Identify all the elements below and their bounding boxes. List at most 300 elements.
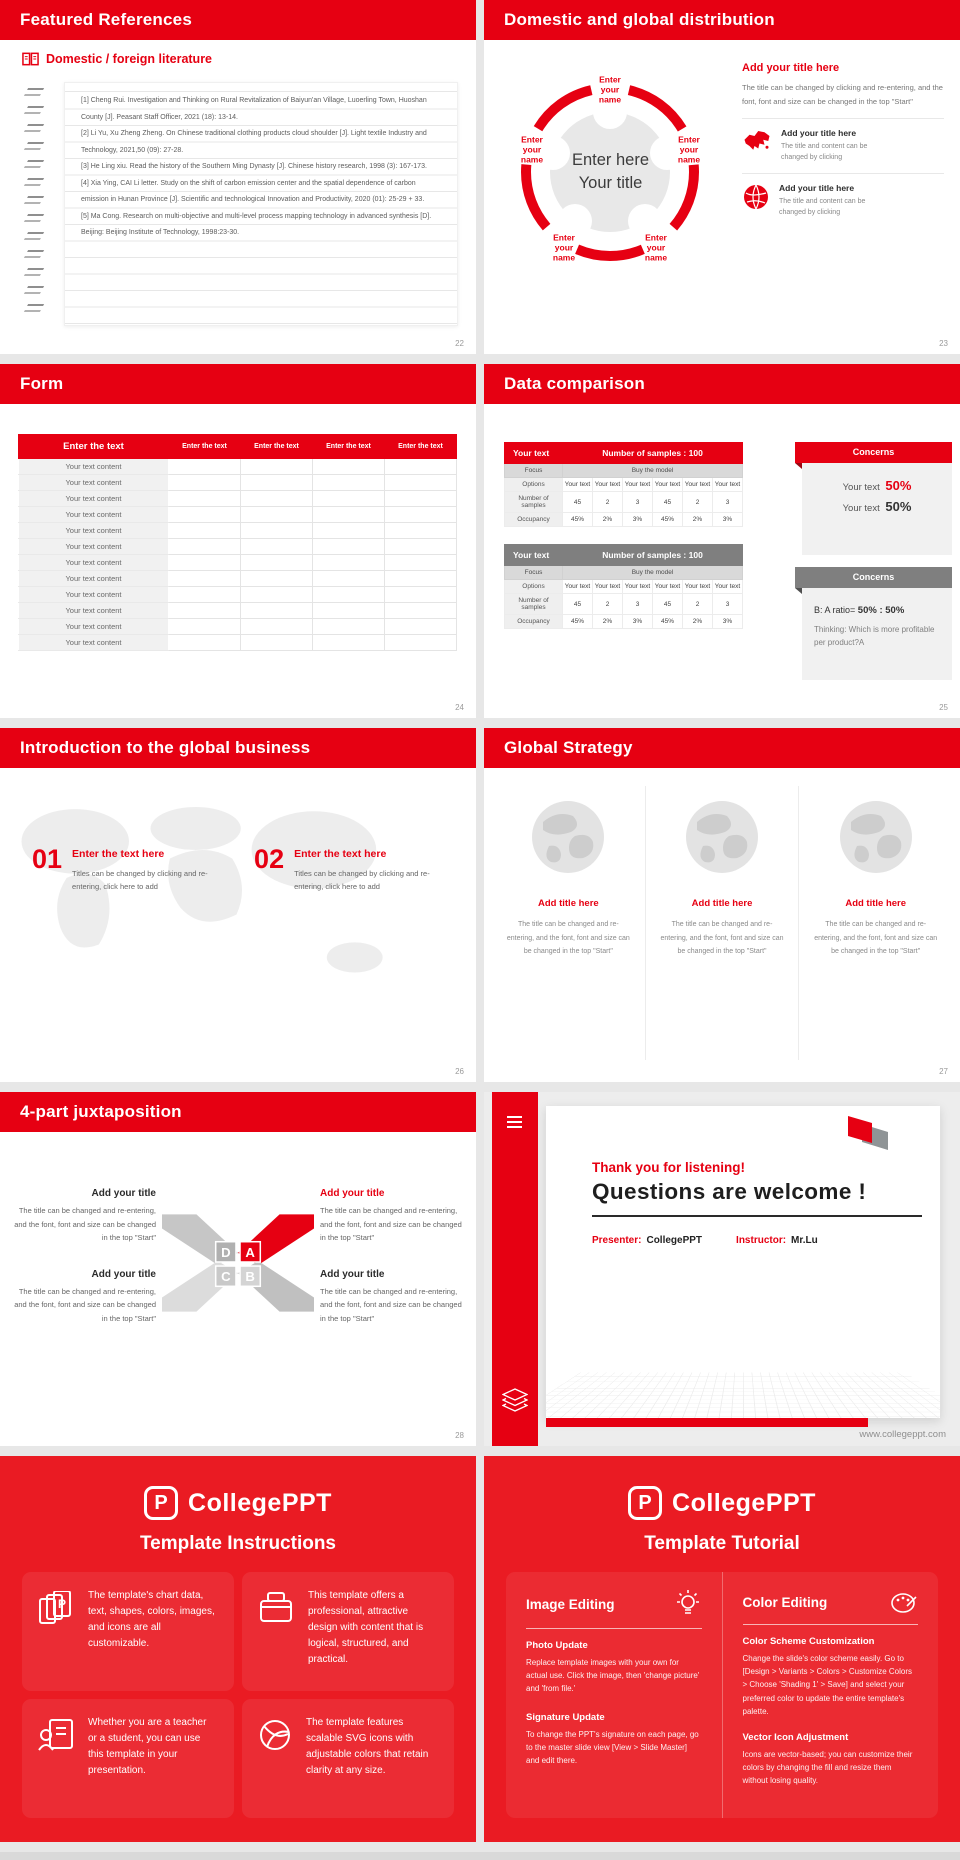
slide-title: Data comparison (484, 364, 960, 404)
slide-title: 4-part juxtaposition (0, 1092, 476, 1132)
logo-part1: College (188, 1488, 282, 1517)
empty-cell (385, 475, 457, 491)
item-number: 02 (254, 844, 285, 874)
diagram-node-bottom-left: Enter your name (552, 232, 576, 264)
empty-cell (169, 523, 241, 539)
empty-cell (169, 491, 241, 507)
empty-cell (313, 459, 385, 475)
distribution-right-column (742, 62, 944, 219)
slide-title: Domestic and global distribution (484, 0, 960, 40)
row-label-cell: Options (505, 478, 563, 492)
red-accent-strip (546, 1418, 868, 1427)
binder-clip-icon (24, 286, 44, 294)
reference-item: [5] Ma Cong. Research on multi-objective and multi-level process mapping technology in advanced synthesis [D]. Beijing: Beijing Institute of Technology, 1998:23-30. (81, 212, 432, 236)
instructor-label: Instructor: (736, 1235, 787, 1246)
concern-value: 50% (885, 478, 912, 493)
value-cell: 45% (563, 513, 593, 527)
divider (743, 1624, 919, 1625)
juxtaposition-layout (14, 1174, 462, 1325)
section-title: Color Editing (742, 1594, 828, 1610)
row-label-cell: Occupancy (505, 513, 563, 527)
x-ribbon-graphic (162, 1214, 314, 1312)
item-heading: Enter the text here (294, 848, 387, 860)
focus-value-cell: Buy the model (563, 464, 743, 478)
table-row (19, 571, 457, 587)
page-number: 24 (455, 703, 464, 712)
item-title: Add your title here (779, 182, 855, 193)
value-cell: 2% (593, 513, 623, 527)
empty-cell (169, 459, 241, 475)
value-cell: 3% (713, 615, 743, 629)
empty-cell (169, 475, 241, 491)
tutorial-card (506, 1572, 938, 1818)
empty-cell (385, 523, 457, 539)
binder-clip-icon (24, 214, 44, 222)
value-cell: Your text (683, 580, 713, 594)
focus-value-cell: Buy the model (563, 566, 743, 580)
red-sidebar (492, 1092, 538, 1446)
questions-line: Questions are welcome ! (592, 1179, 867, 1204)
thank-you-card (546, 1106, 940, 1418)
block-body: The title can be changed and re-entering, and the font, font and size can be changed in the top "Start" (320, 1206, 462, 1242)
globe-graphic (683, 798, 761, 876)
sub-body: Replace template images with your own for actual use. Click the image, then 'change picture' and 'from file.' (526, 1658, 700, 1694)
value-cell: 45% (653, 615, 683, 629)
value-cell: Your text (623, 478, 653, 492)
left-blocks (14, 1174, 156, 1325)
table-row (505, 580, 743, 594)
strategy-column (645, 786, 799, 1060)
right-body: The title can be changed by clicking and re-entering, and the font, font and size can be changed in the top "Start" (742, 83, 943, 106)
circle-diagram (498, 50, 723, 294)
row-label-cell: Your text content (19, 475, 169, 491)
value-cell: 3% (623, 513, 653, 527)
world-map-graphic (0, 778, 430, 1038)
reference-item: [2] Li Yu, Xu Zheng Zheng. On Chinese traditional clothing products cloud shoulder [J]. Light textile Industry and Technology, 2021,50 (09): 27-28. (81, 130, 427, 154)
block-body: The title can be changed and re-entering, and the font, font and size can be changed in the top "Start" (14, 1286, 156, 1323)
thinking-line: Thinking: Which is more profitable per product?A (814, 625, 935, 647)
comparison-tables (504, 442, 743, 646)
letter-a: A (245, 1244, 255, 1260)
value-cell: 45 (653, 594, 683, 615)
binder-clip-icon (24, 124, 44, 132)
value-cell: 2 (593, 594, 623, 615)
text-block (320, 1269, 462, 1326)
panel-heading: Template Instructions (139, 1533, 336, 1554)
slides-icon (38, 1591, 74, 1625)
slide-juxtaposition (0, 1092, 476, 1446)
value-cell: 3 (713, 594, 743, 615)
palette-icon (890, 1590, 918, 1614)
row-label-cell: Options (505, 580, 563, 594)
column-heading: Add title here (537, 898, 599, 909)
slide-form (0, 364, 476, 718)
center-line2: Your title (578, 174, 643, 192)
empty-cell (385, 507, 457, 523)
empty-cell (385, 603, 457, 619)
empty-cell (385, 491, 457, 507)
credits-line (592, 1235, 940, 1246)
sub-heading: Vector Icon Adjustment (742, 1731, 849, 1743)
table-title-cell: Your text (505, 545, 563, 566)
binder-clip-icon (24, 160, 44, 168)
slide-title: Global Strategy (484, 728, 960, 768)
logo-part2: PPT (281, 1488, 332, 1517)
section-title: Image Editing (526, 1596, 615, 1612)
instruction-card (22, 1572, 234, 1691)
card-text: Whether you are a teacher or a student, you can use this template in your presentation. (88, 1717, 207, 1776)
list-item (742, 183, 944, 219)
empty-cell (169, 619, 241, 635)
empty-cell (241, 603, 313, 619)
empty-cell (385, 459, 457, 475)
empty-cell (169, 603, 241, 619)
logo-mark-icon: P (144, 1486, 178, 1520)
instruction-cards (22, 1572, 454, 1818)
empty-cell (241, 523, 313, 539)
empty-cell (241, 539, 313, 555)
value-cell: 3% (713, 513, 743, 527)
reference-item: [3] He Ling xiu. Read the history of the Southern Ming Dynasty [J]. Chinese history research, 1998 (3): 167-173. (81, 163, 427, 170)
table-row (19, 539, 457, 555)
value-cell: 2 (683, 492, 713, 513)
empty-cell (385, 539, 457, 555)
card-text: The template features scalable SVG icons with adjustable colors that retain clarity at any size. (306, 1717, 429, 1776)
value-cell: Your text (653, 580, 683, 594)
samples-header-cell: Number of samples : 100 (563, 443, 743, 464)
binder-clip-icon (24, 250, 44, 258)
value-cell: 3% (623, 615, 653, 629)
concern-ribbon: Concerns (795, 442, 952, 463)
empty-cell (241, 507, 313, 523)
row-label-cell: Your text content (19, 571, 169, 587)
list-item-texts (781, 128, 891, 164)
row-label-cell: Number of samples (505, 492, 563, 513)
empty-cell (313, 539, 385, 555)
layers-icon (502, 1388, 528, 1412)
letter-c: C (221, 1268, 231, 1284)
table-row (19, 619, 457, 635)
binder-clip-icon (24, 106, 44, 114)
thanks-line: Thank you for listening! (592, 1160, 746, 1175)
text-block (14, 1188, 156, 1245)
numbered-item (32, 846, 224, 893)
binder-clip-icon (24, 88, 44, 96)
column-body: The title can be changed and re-entering, and the font, font and size can be changed in the top "Start" (814, 921, 938, 956)
block-heading: Add your title (91, 1268, 156, 1280)
focus-row (505, 464, 743, 478)
numbered-items (32, 846, 462, 893)
logo-wordmark (672, 1489, 816, 1518)
template-instructions-panel (0, 1456, 476, 1842)
empty-cell (241, 459, 313, 475)
page-number: 27 (939, 1067, 948, 1076)
slide-distribution (484, 0, 960, 354)
concern-line (802, 499, 952, 514)
row-label-cell: Your text content (19, 635, 169, 651)
empty-cell (313, 523, 385, 539)
diagram-node-right: Enter your name (677, 134, 701, 166)
row-label-cell: Your text content (19, 555, 169, 571)
thank-you-content (546, 1106, 940, 1246)
reference-item: [1] Cheng Rui. Investigation and Thinking on Rural Revitalization of Baiyun'an Village, Luoerling Town, Huoshan County [J]. Peasant Staff Officer, 2021 (18): 13-14. (81, 97, 427, 121)
row-label-cell: Focus (505, 464, 563, 478)
row-label-cell: Number of samples (505, 594, 563, 615)
value-cell: Your text (593, 580, 623, 594)
empty-cell (241, 587, 313, 603)
slide-title: Introduction to the global business (0, 728, 476, 768)
page-number: 23 (939, 339, 948, 348)
block-body: The title can be changed and re-entering, and the font, font and size can be changed in the top "Start" (320, 1286, 462, 1323)
sub-body: Icons are vector-based; you can customize their colors by changing the fill and resize them without losing quality. (742, 1749, 913, 1786)
item-texts (294, 846, 446, 893)
binder-clip-icon (24, 232, 44, 240)
slide-global-business (0, 728, 476, 1082)
item-body: Titles can be changed by clicking and re-entering, click here to add (72, 869, 208, 892)
menu-icon (507, 1116, 522, 1118)
table-row (19, 491, 457, 507)
presenter-label: Presenter: (592, 1235, 642, 1246)
page-number: 28 (455, 1431, 464, 1440)
letter-b: B (245, 1268, 255, 1284)
tutorial-section-color (722, 1572, 939, 1818)
sub-heading: Photo Update (526, 1640, 588, 1651)
strategy-column (492, 786, 645, 1060)
logo-wordmark (188, 1489, 332, 1518)
value-cell: 45% (563, 615, 593, 629)
ratio-value: 50% : 50% (857, 605, 905, 616)
brand-logo (0, 1486, 476, 1520)
empty-cell (241, 571, 313, 587)
binder-clips (26, 88, 42, 312)
row-label-cell: Your text content (19, 523, 169, 539)
instructor-value: Mr.Lu (791, 1235, 818, 1246)
samples-header-cell: Number of samples : 100 (563, 545, 743, 566)
numbered-item (254, 846, 446, 893)
row-label-cell: Your text content (19, 459, 169, 475)
empty-cell (313, 475, 385, 491)
china-map-icon (742, 128, 772, 154)
column-body: The title can be changed and re-entering, and the font, font and size can be changed in the top "Start" (660, 921, 784, 956)
value-cell: 2% (683, 615, 713, 629)
section-header (526, 1590, 702, 1618)
row-label-cell: Your text content (19, 491, 169, 507)
divider (742, 118, 944, 119)
svg-text:P: P (57, 1597, 67, 1611)
sub-body: Change the slide's color scheme easily. Go to [Design > Variants > Colors > Customize Colors > Choose 'Shading 1' > Save] and select your preferred color to update the entire template's palette. (742, 1654, 912, 1716)
logo-mark-icon: P (628, 1486, 662, 1520)
ratio-line (814, 605, 944, 616)
empty-cell (313, 587, 385, 603)
diagram-node-left: Enter your name (520, 134, 544, 166)
empty-cell (385, 635, 457, 651)
empty-cell (169, 539, 241, 555)
empty-cell (241, 635, 313, 651)
slide-title: Form (0, 364, 476, 404)
section-heading (22, 52, 212, 66)
column-header: Enter the text (241, 435, 313, 459)
empty-cell (313, 619, 385, 635)
binder-clip-icon (24, 196, 44, 204)
item-texts (72, 846, 224, 893)
binder-clip-icon (24, 178, 44, 186)
empty-cell (169, 587, 241, 603)
page-number: 26 (455, 1067, 464, 1076)
instruction-card (242, 1699, 454, 1818)
comparison-table (504, 544, 743, 629)
value-cell: 45 (563, 492, 593, 513)
column-heading: Add title here (845, 898, 907, 909)
page-number: 25 (939, 703, 948, 712)
column-body: The title can be changed and re-entering, and the font, font and size can be changed in the top "Start" (506, 921, 630, 956)
concern-box-red (802, 442, 952, 555)
value-cell: 45% (653, 513, 683, 527)
value-cell: Your text (713, 580, 743, 594)
list-item (742, 128, 944, 164)
strategy-column (798, 786, 952, 1060)
column-header: Enter the text (169, 435, 241, 459)
column-heading: Add title here (691, 898, 753, 909)
value-cell: Your text (653, 478, 683, 492)
item-heading: Enter the text here (72, 848, 165, 860)
column-header: Enter the text (385, 435, 457, 459)
right-title: Add your title here (742, 62, 840, 74)
divider (742, 173, 944, 174)
value-cell: 2 (683, 594, 713, 615)
strategy-columns (492, 786, 952, 1060)
teacher-icon (38, 1718, 74, 1752)
empty-cell (385, 587, 457, 603)
row-label-cell: Your text content (19, 507, 169, 523)
underline (592, 1215, 922, 1217)
sub-body: To change the PPT's signature on each page, go to the master slide view [View > Slide Master] and edit there. (526, 1729, 699, 1765)
table-row (19, 507, 457, 523)
diagram-center-text (551, 149, 671, 195)
slide-global-strategy (484, 728, 960, 1082)
instruction-card (22, 1699, 234, 1818)
table-row (19, 587, 457, 603)
website-link[interactable]: www.collegeppt.com (859, 1429, 946, 1440)
comparison-table (504, 442, 743, 527)
focus-row (505, 566, 743, 580)
block-body: The title can be changed and re-entering, and the font, font and size can be changed in the top "Start" (14, 1206, 156, 1242)
table-row (505, 492, 743, 513)
value-cell: Your text (563, 478, 593, 492)
reference-list (64, 82, 458, 326)
table-row (505, 478, 743, 492)
block-heading: Add your title (320, 1268, 385, 1280)
empty-cell (313, 491, 385, 507)
empty-cell (313, 635, 385, 651)
empty-cell (313, 555, 385, 571)
slide-featured-references (0, 0, 476, 354)
value-cell: Your text (713, 478, 743, 492)
table-header-row (505, 545, 743, 566)
table-title-cell: Your text (505, 443, 563, 464)
table-row (505, 615, 743, 629)
brand-logo (484, 1486, 960, 1520)
row-label-cell: Your text content (19, 539, 169, 555)
form-table (18, 434, 457, 651)
column-header: Enter the text (313, 435, 385, 459)
empty-cell (385, 555, 457, 571)
empty-cell (169, 555, 241, 571)
value-cell: 3 (713, 492, 743, 513)
empty-cell (169, 635, 241, 651)
globe-icon (742, 183, 770, 211)
item-body: The title and content can be changed by clicking (781, 142, 868, 162)
binder-clip-icon (24, 142, 44, 150)
value-cell: 3 (623, 492, 653, 513)
value-cell: 2 (593, 492, 623, 513)
concern-value: 50% (885, 499, 912, 514)
value-cell: 45 (563, 594, 593, 615)
presenter-value: CollegePPT (646, 1235, 703, 1246)
dribbble-icon (258, 1718, 292, 1752)
logo-part1: College (672, 1488, 766, 1517)
page-number: 22 (455, 339, 464, 348)
bulb-icon (674, 1590, 702, 1618)
empty-cell (169, 571, 241, 587)
value-cell: Your text (593, 478, 623, 492)
table-row (19, 475, 457, 491)
table-row (19, 459, 457, 475)
empty-cell (241, 491, 313, 507)
value-cell: Your text (623, 580, 653, 594)
divider (526, 1628, 702, 1629)
section-title: Domestic / foreign literature (46, 52, 213, 66)
letter-d: D (221, 1244, 231, 1260)
empty-cell (313, 571, 385, 587)
tutorial-section-image (506, 1572, 722, 1818)
card-text: This template offers a professional, attractive design with content that is logical, structured, and practical. (308, 1590, 424, 1665)
row-label-cell: Focus (505, 566, 563, 580)
empty-cell (385, 619, 457, 635)
book-icon (22, 52, 39, 66)
text-block (320, 1188, 462, 1245)
value-cell: 2% (683, 513, 713, 527)
table-row (19, 603, 457, 619)
block-heading: Add your title (91, 1188, 156, 1199)
value-cell: 3 (623, 594, 653, 615)
reference-item: [4] Xia Ying, CAI Li letter. Study on the shift of carbon emission center and the spatial dependence of carbon emission in Hunan Province [J]. Scientific and technological Innovation and Productivity, 2020 (01): 25-29 + 33. (81, 179, 425, 203)
diagram-node-top: Enter your name (598, 74, 622, 106)
empty-cell (169, 507, 241, 523)
row-label-cell: Occupancy (505, 615, 563, 629)
globe-graphic (529, 798, 607, 876)
sub-heading: Signature Update (526, 1711, 605, 1723)
binder-clip-icon (24, 304, 44, 312)
empty-cell (313, 603, 385, 619)
bottom-strip (0, 1852, 960, 1860)
slide-title: Featured References (0, 0, 476, 40)
concern-ribbon: Concerns (795, 567, 952, 588)
diagram-node-bottom-right: Enter your name (644, 232, 668, 264)
text-block (14, 1269, 156, 1326)
empty-cell (313, 507, 385, 523)
value-cell: Your text (683, 478, 713, 492)
empty-cell (241, 475, 313, 491)
concern-box-gray (802, 567, 952, 680)
panel-heading: Template Tutorial (644, 1533, 800, 1554)
concern-label: Your text (842, 482, 880, 493)
instruction-card (242, 1572, 454, 1691)
item-number: 01 (32, 844, 63, 874)
form-table-body (19, 435, 457, 651)
item-body: The title and content can be changed by clicking (779, 197, 866, 217)
block-heading: Add your title (320, 1188, 385, 1199)
slide-data-comparison (484, 364, 960, 718)
